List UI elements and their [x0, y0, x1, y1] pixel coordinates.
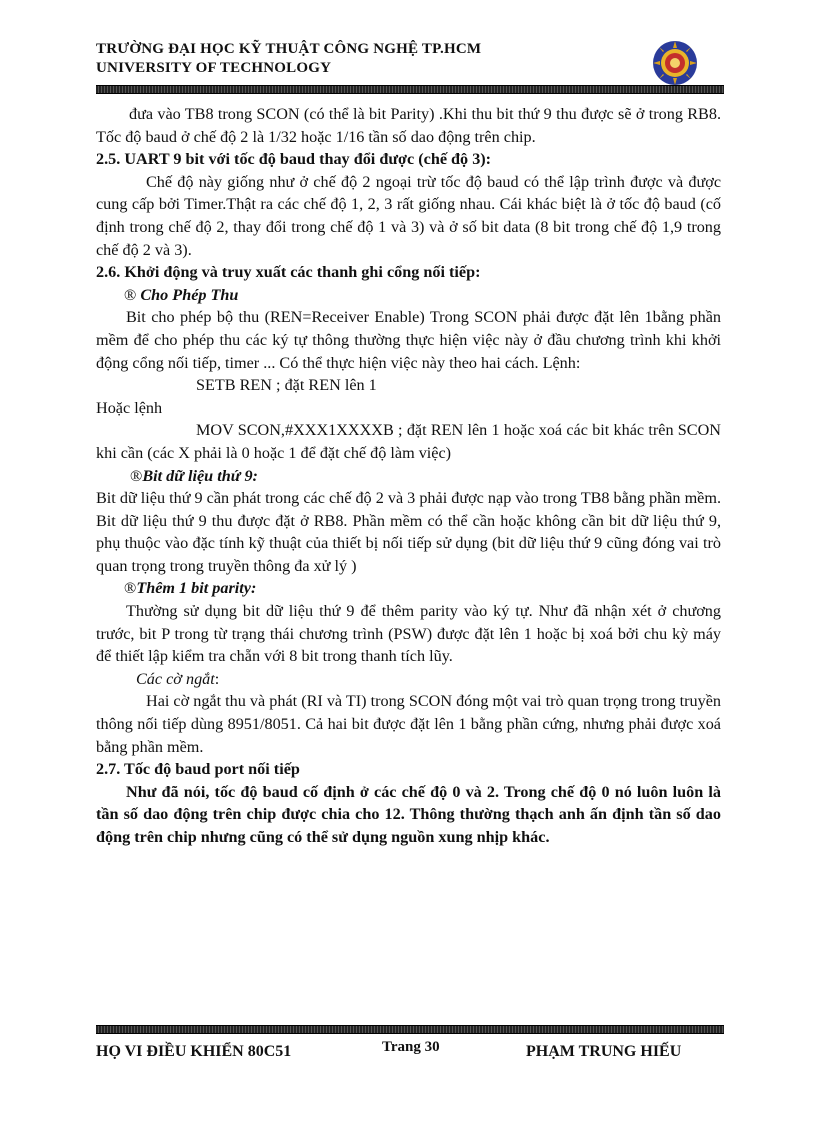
- subheading-parity: [96, 577, 721, 600]
- footer-divider: [96, 1025, 724, 1034]
- header-university-vn: TRƯỜNG ĐẠI HỌC KỸ THUẬT CÔNG NGHỆ TP.HCM: [96, 41, 482, 57]
- text-or-instruction: Hoặc lệnh: [96, 398, 163, 417]
- code-mov-scon: MOV SCON,#XXX1XXXXB ; đặt REN lên 1 hoặc xoá các bit khác trên SCON khi cần (các X phải là 0 hoặc 1 để đặt chế độ làm việc): [96, 421, 721, 462]
- page-body: [96, 103, 721, 849]
- paragraph-parity: Thường sử dụng bit dữ liệu thứ 9 để thêm parity vào ký tự. Như đã nhận xét ở chương trước, bit P trong từ trạng thái chương trình (PSW) được đặt lên 1 hoặc bị xoá bởi chu kỳ máy để thiết lập kiểm tra chẵn với 8 bit trong thanh tích lũy.: [96, 602, 721, 666]
- footer-author: PHẠM TRUNG HIẾU: [526, 1043, 682, 1060]
- heading-2-7: 2.7. Tốc độ baud port nối tiếp: [96, 760, 300, 779]
- bullet-mark: ®: [124, 285, 137, 304]
- subheading-interrupt-flags-text: Các cờ ngắt: [136, 669, 215, 688]
- bullet-mark: ®: [130, 466, 143, 485]
- footer-title: HỌ VI ĐIỀU KHIỂN 80C51: [96, 1043, 292, 1060]
- header-divider: [96, 85, 724, 94]
- subheading-ninth-bit-text: Bit dữ liệu thứ 9:: [142, 466, 258, 485]
- header-university-en: UNIVERSITY OF TECHNOLOGY: [96, 60, 332, 76]
- heading-2-5: 2.5. UART 9 bit với tốc độ baud thay đổi được (chế độ 3):: [96, 150, 492, 169]
- subheading-parity-text: Thêm 1 bit parity:: [136, 579, 257, 598]
- subheading-ninth-bit: [96, 465, 721, 488]
- subheading-interrupt-flags: [96, 668, 721, 691]
- subheading-receive-enable-text: Cho Phép Thu: [140, 285, 239, 304]
- subheading-receive-enable: [96, 284, 721, 307]
- paragraph-mode3: Chế độ này giống như ở chế độ 2 ngoại trừ tốc độ baud có thể lập trình được và được cung cấp bởi Timer.Thật ra các chế độ 1, 2, 3 rất giống nhau. Cái khác biệt là ở tốc độ baud (cố định trong chế độ 2, thay đổi trong chế độ 1 và 3) và ở số bit data (8 bit trong chế độ 1,9 trong chế độ 2 và 3).: [96, 172, 721, 259]
- heading-2-6: 2.6. Khởi động và truy xuất các thanh ghi cổng nối tiếp:: [96, 263, 481, 282]
- bullet-mark: ®: [124, 579, 137, 598]
- paragraph-ninth-bit: Bit dữ liệu thứ 9 cần phát trong các chế độ 2 và 3 phải được nạp vào trong TB8 bằng phần mềm. Bit dữ liệu thứ 9 thu được đặt ở RB8. Phần mềm có thể cần hoặc không cần bit dữ liệu thứ 9, phụ thuộc vào đặc tính kỹ thuật của thiết bị nối tiếp sử dụng (bit dữ liệu thứ 9 cũng đóng vai trò quan trọng trong truyền thông đa xử lý ): [96, 489, 721, 575]
- paragraph-interrupt-flags: Hai cờ ngắt thu và phát (RI và TI) trong SCON đóng một vai trò quan trọng trong truyền thông nối tiếp dùng 8951/8051. Cả hai bit được đặt lên 1 bằng phần cứng, nhưng phải được xoá bằng phần mềm.: [96, 692, 721, 756]
- colon: :: [214, 669, 220, 688]
- code-setb-ren: SETB REN ; đặt REN lên 1: [196, 376, 377, 395]
- university-logo-icon: [652, 40, 698, 86]
- paragraph-receive-enable: Bit cho phép bộ thu (REN=Receiver Enable) Trong SCON phải được đặt lên 1bằng phần mềm để cho phép thu các ký tự thông thường thực hiện việc này ở đầu chương trình khi khởi động cổng nối tiếp, timer ... Có thể thực hiện việc này theo hai cách. Lệnh:: [96, 308, 721, 372]
- paragraph-mode2-continued: đưa vào TB8 trong SCON (có thể là bit Parity) .Khi thu bit thứ 9 thu được sẽ ở trong RB8. Tốc độ baud ở chế độ 2 là 1/32 hoặc 1/16 tần số dao động trên chip.: [96, 105, 721, 146]
- page-number: Trang 30: [382, 1039, 440, 1055]
- paragraph-baud-rate: Như đã nói, tốc độ baud cố định ở các chế độ 0 và 2. Trong chế độ 0 nó luôn luôn là tần số dao động trên chip được chia cho 12. Thông thường thạch anh ấn định tần số dao động trên chip nhưng cũng có thể sử dụng nguồn xung nhịp khác.: [96, 782, 721, 846]
- page-header: [96, 40, 726, 78]
